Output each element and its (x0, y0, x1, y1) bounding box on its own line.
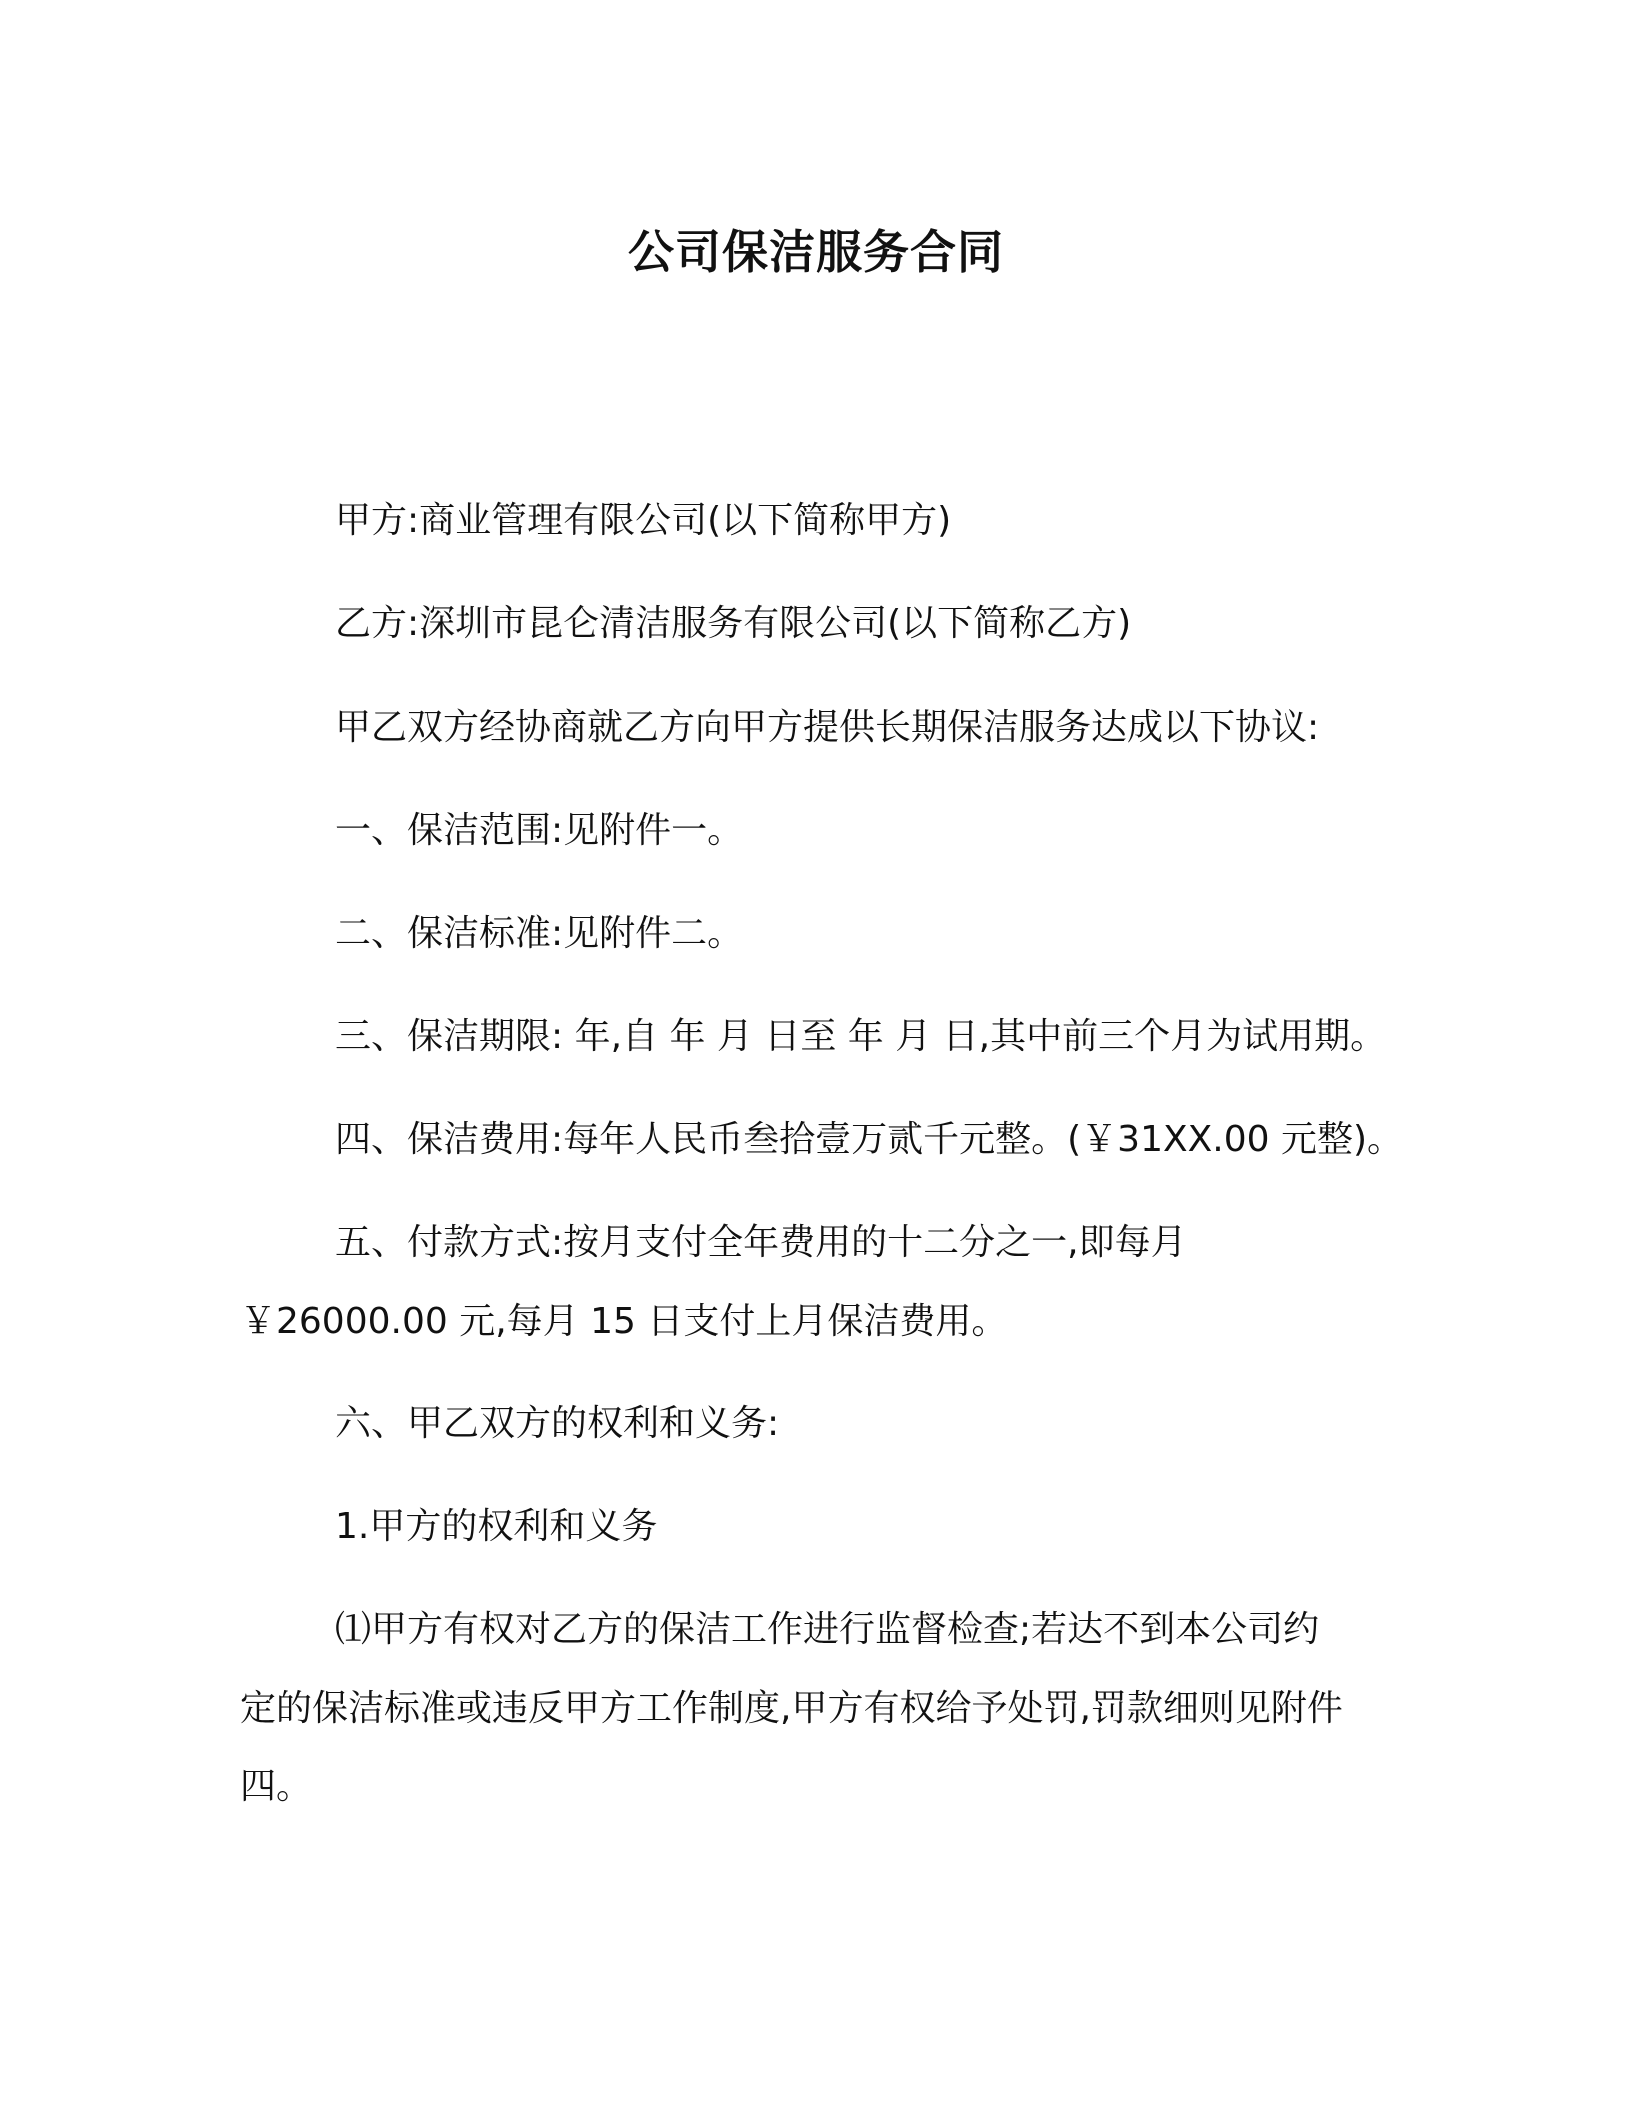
party-a-line: 甲方:商业管理有限公司(以下简称甲方) (335, 500, 952, 541)
clause-payment-line-1: 五、付款方式:按月支付全年费用的十二分之一,即每月 (335, 1222, 1187, 1263)
intro-paragraph: 甲乙双方经协商就乙方向甲方提供长期保洁服务达成以下协议: (335, 707, 1320, 748)
clause-standard: 二、保洁标准:见附件二。 (335, 913, 744, 954)
party-a-rights-item-1-line-1: ⑴甲方有权对乙方的保洁工作进行监督检查;若达不到本公司约 (335, 1609, 1320, 1650)
party-a-rights-item-1-line-2: 定的保洁标准或违反甲方工作制度,甲方有权给予处罚,罚款细则见附件 (240, 1688, 1343, 1729)
party-b-line: 乙方:深圳市昆仑清洁服务有限公司(以下简称乙方) (335, 603, 1132, 644)
party-a-rights-heading: 1.甲方的权利和义务 (335, 1506, 658, 1547)
party-a-rights-item-1-line-3: 四。 (240, 1766, 313, 1807)
document-title: 公司保洁服务合同 (628, 225, 1004, 279)
clause-rights-heading: 六、甲乙双方的权利和义务: (335, 1403, 780, 1444)
clause-payment-line-2: ￥26000.00 元,每月 15 日支付上月保洁费用。 (240, 1301, 1008, 1342)
clause-term: 三、保洁期限: 年,自 年 月 日至 年 月 日,其中前三个月为试用期。 (335, 1016, 1387, 1057)
clause-fee: 四、保洁费用:每年人民币叁拾壹万贰千元整。(￥31XX.00 元整)。 (335, 1119, 1404, 1160)
clause-scope: 一、保洁范围:见附件一。 (335, 810, 744, 851)
